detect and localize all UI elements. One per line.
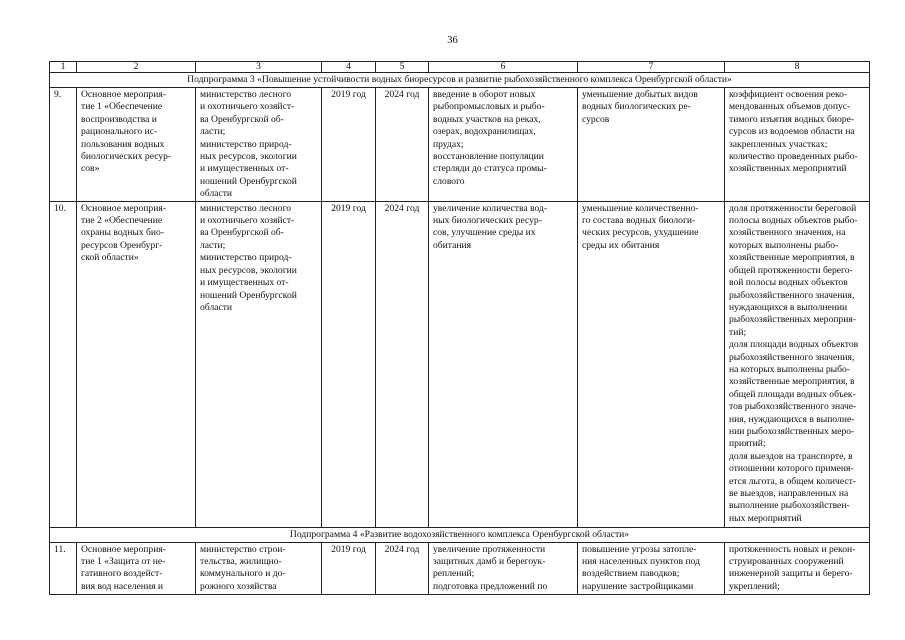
table-row xyxy=(50,88,870,202)
column-number: 8 xyxy=(725,62,870,73)
indicator-cell: коэффициент освоения реко- мендованных объемов допус- тимого изъятия водных биоре- сурсов из водоемов области на закрепленных участках; количество проведенных рыбо- хозяйственных мероприятий xyxy=(725,88,870,202)
column-number: 4 xyxy=(322,62,376,73)
column-number: 1 xyxy=(50,62,77,73)
event-cell: Основное мероприя- тие 2 «Обеспечение охраны водных био- ресурсов Оренбург- ской области» xyxy=(77,201,196,527)
subprogram-row xyxy=(50,73,870,88)
consequence-cell: повышение угрозы затопле- ния населенных пунктов под воздействием паводков; нарушение застройщиками xyxy=(578,542,725,594)
column-number: 5 xyxy=(376,62,429,73)
result-cell: введение в оборот новых рыбопромысловых и рыбо- водных участков на реках, озерах, водохранилищах, прудах; восстановление популяции стерляди до статуса промы- слового xyxy=(429,88,578,202)
start-year-cell: 2019 год xyxy=(322,201,376,527)
table-row xyxy=(50,201,870,527)
row-number: 10. xyxy=(50,201,77,527)
page-number: 36 xyxy=(447,35,458,46)
executor-cell: министерство лесного и охотничьего хозяйст- ва Оренбургской об- ласти; министерство природ- ных ресурсов, экологии и имущественных от- ношений Оренбургской области xyxy=(196,88,322,202)
end-year-cell: 2024 год xyxy=(376,201,429,527)
start-year-cell: 2019 год xyxy=(322,542,376,594)
result-cell: увеличение протяженности защитных дамб и берегоук- реплений; подготовка предложений по xyxy=(429,542,578,594)
column-number-row xyxy=(50,62,870,73)
table-row xyxy=(50,542,870,594)
column-number: 6 xyxy=(429,62,578,73)
indicator-cell: доля протяженности береговой полосы водных объектов рыбо- хозяйственного значения, на которых выполнены рыбо- хозяйственные мероприятия, в общей протяженности берего- вой полосы водных объектов рыбохозяйственного значения, нуждающихся в выполнении рыбохозяйственных мероприя- тий; доля площади водных объектов рыбохозяйственного значения, на которых выполнены рыбо- хозяйственные мероприятия, в общей площади водных объек- тов рыбохозяйственного значе- ния, нуждающихся в выполне- нии рыбохозяйственных меро- приятий; доля выездов на транспорте, в отношении которого применя- ется льгота, в общем количест- ве выездов, направленных на выполнение рыбохозяйствен- ных мероприятий xyxy=(725,201,870,527)
subprogram-4-title: Подпрограмма 4 «Развитие водохозяйственного комплекса Оренбургской области» xyxy=(50,527,870,542)
consequence-cell: уменьшение добытых видов водных биологических ре- сурсов xyxy=(578,88,725,202)
end-year-cell: 2024 год xyxy=(376,542,429,594)
executor-cell: министерство строи- тельства, жилищно- коммунального и до- рожного хозяйства xyxy=(196,542,322,594)
column-number: 7 xyxy=(578,62,725,73)
consequence-cell: уменьшение количественно- го состава водных биологи- ческих ресурсов, ухудшение среды их обитания xyxy=(578,201,725,527)
row-number: 11. xyxy=(50,542,77,594)
row-number: 9. xyxy=(50,88,77,202)
end-year-cell: 2024 год xyxy=(376,88,429,202)
event-cell: Основное мероприя- тие 1 «Обеспечение воспроизводства и рационального ис- пользования водных биологических ресур- сов» xyxy=(77,88,196,202)
column-number: 2 xyxy=(77,62,196,73)
subprogram-row xyxy=(50,527,870,542)
subprogram-3-title: Подпрограмма 3 «Повышение устойчивости водных биоресурсов и развитие рыбохозяйственного комплекса Оренбургской области» xyxy=(50,73,870,88)
indicator-cell: протяженность новых и рекон- струированных сооружений инженерной защиты и берего- укреплений; xyxy=(725,542,870,594)
executor-cell: министерство лесного и охотничьего хозяйст- ва Оренбургской об- ласти; министерство природ- ных ресурсов, экологии и имущественных от- ношений Оренбургской области xyxy=(196,201,322,527)
event-cell: Основное мероприя- тие 1 «Защита от не- гативного воздейст- вия вод населения и xyxy=(77,542,196,594)
result-cell: увеличение количества вод- ных биологических ресур- сов, улучшение среды их обитания xyxy=(429,201,578,527)
column-number: 3 xyxy=(196,62,322,73)
program-table xyxy=(49,61,870,595)
start-year-cell: 2019 год xyxy=(322,88,376,202)
